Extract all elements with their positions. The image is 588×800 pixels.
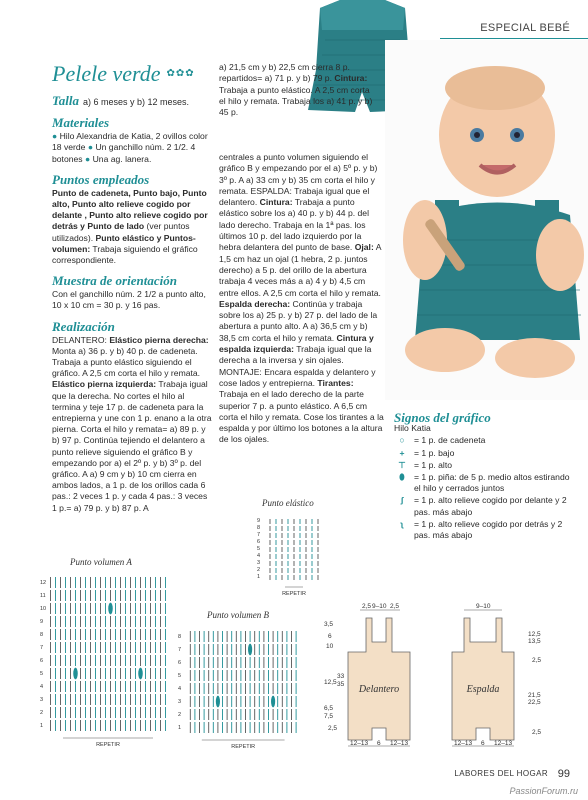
bullet-icon: ● bbox=[84, 153, 91, 164]
row-number: 5 bbox=[178, 672, 182, 679]
row-number: 1 bbox=[257, 574, 261, 581]
row-number: 7 bbox=[40, 644, 44, 651]
elastico-chart bbox=[255, 512, 335, 596]
row-number: 8 bbox=[178, 633, 182, 640]
elastico-label: Punto elástico bbox=[262, 498, 314, 508]
volumen-b-chart bbox=[176, 624, 316, 754]
chart-legend bbox=[394, 412, 574, 541]
espalda-label: Espalda bbox=[466, 684, 500, 695]
legend-item bbox=[394, 519, 574, 541]
svg-text:9–10: 9–10 bbox=[372, 603, 387, 610]
stitch-symbol-icon: ʅ bbox=[400, 518, 404, 529]
row-number: 2 bbox=[40, 709, 44, 716]
svg-text:35: 35 bbox=[337, 681, 345, 688]
svg-text:2,5: 2,5 bbox=[532, 729, 542, 736]
bobble-mark bbox=[248, 644, 252, 656]
row-number: 8 bbox=[257, 525, 261, 532]
left-column bbox=[52, 62, 212, 514]
row-number: 2 bbox=[257, 567, 261, 574]
materiales-text: ● Hilo Alexandria de Katia, 2 ovillos color 18 verde ● Un ganchillo núm. 2 1/2. 4 botones ● Una ag. lanera. bbox=[52, 131, 208, 164]
repeat-label: REPETIR bbox=[282, 591, 306, 596]
svg-text:13,5: 13,5 bbox=[528, 638, 541, 645]
baby-photo bbox=[385, 40, 588, 400]
row-number: 4 bbox=[40, 683, 44, 690]
row-number: 7 bbox=[257, 532, 261, 539]
bobble-mark bbox=[73, 668, 78, 680]
legend-item bbox=[394, 460, 574, 471]
talla-heading: Talla bbox=[52, 93, 79, 108]
stitch-symbol-icon: ⬮ bbox=[399, 472, 405, 483]
puntos-text: Punto de cadeneta, Punto bajo, Punto alto, Punto alto relieve cogido por delante , Punto alto relieve cogido por detrás y Punto de lado (ver puntos utilizados). Punto elástico y Puntos-volumen: Trabaja siguiendo el gráfico correspondiente. bbox=[52, 187, 208, 266]
legend-item bbox=[394, 435, 574, 446]
bobble-mark bbox=[108, 603, 113, 615]
svg-text:12–13: 12–13 bbox=[350, 740, 369, 747]
legend-item bbox=[394, 472, 574, 494]
middle-column-body: centrales a punto volumen siguiendo el gráfico B y empezando por el a) 5º p. y b) 3º p. A a) 33 cm y b) 35 cm corta el hilo y remata. ESPALDA: Trabaja igual que el delantero. Cintura: Trabaja a punto elástico sobre los a) 40 p. y b) 44 p. del lado derecho. Trabaja en la 1ª pas. los últimos 10 p. del lado izquierdo por la hebra delantera del punto de base. Ojal: A 1,5 cm haz un ojal (1 hebra, 2 p. juntos derecho) a 5 p. del orillo de la abertura trabaja 4 veces más a a) 4 y b) 4,5 cm entre ellos. A 2,5 cm corta el hilo y remata. Espalda derecha: Continúa y trabaja sobre los a) 25 p. y b) 27 p. del lado de la abertura a punto alto. A a) 36,5 cm y b) 38,5 cm corta el hilo y remata. Cintura y espalda izquierda: Trabaja igual que la derecha a la inversa y sin ojales. MONTAJE: Encara espalda y delantero y cose lados y entrepierna. Tirantes: Trabaja en el lado derecho de la parte superior 7 p. a punto elástico. A 6,5 cm corta el hilo y remata. Cose los tirantes a la espalda y por último los botones a la altura de los ojales. bbox=[219, 152, 384, 445]
row-number: 6 bbox=[40, 657, 44, 664]
volumen-b-label: Punto volumen B bbox=[207, 610, 269, 620]
puntos-heading: Puntos empleados bbox=[52, 171, 150, 187]
bobble-mark bbox=[271, 696, 275, 708]
svg-text:12,5: 12,5 bbox=[324, 679, 337, 686]
stitch-symbol-icon: + bbox=[399, 447, 405, 458]
row-number: 6 bbox=[178, 659, 182, 666]
legend-text: = 1 p. alto relieve cogido por detrás y 2 pas. más abajo bbox=[414, 518, 563, 541]
row-number: 3 bbox=[257, 560, 261, 567]
row-number: 4 bbox=[257, 553, 261, 560]
muestra-heading: Muestra de orientación bbox=[52, 273, 177, 289]
legend-text: = 1 p. alto bbox=[414, 459, 452, 470]
delantero-label: Delantero bbox=[358, 684, 400, 695]
volumen-a-chart bbox=[38, 570, 188, 750]
talla-value: a) 6 meses y b) 12 meses. bbox=[82, 97, 190, 107]
garment-schematic bbox=[320, 600, 582, 750]
svg-text:6: 6 bbox=[328, 633, 332, 640]
bobble-mark bbox=[216, 696, 220, 708]
svg-text:22,5: 22,5 bbox=[528, 699, 541, 706]
svg-text:6: 6 bbox=[481, 740, 485, 747]
svg-text:6,5: 6,5 bbox=[324, 705, 334, 712]
svg-text:9–10: 9–10 bbox=[476, 603, 491, 610]
talla-section bbox=[52, 94, 212, 108]
pattern-title: Pelele verde ✿✿✿ bbox=[52, 61, 195, 86]
svg-text:6: 6 bbox=[377, 740, 381, 747]
svg-text:2,5: 2,5 bbox=[532, 657, 542, 664]
svg-text:21,5: 21,5 bbox=[528, 692, 541, 699]
row-number: 8 bbox=[40, 631, 44, 638]
svg-text:2,5: 2,5 bbox=[328, 725, 338, 732]
svg-text:2,5: 2,5 bbox=[390, 603, 400, 610]
repeat-label: REPETIR bbox=[96, 742, 120, 748]
row-number: 1 bbox=[40, 722, 44, 729]
svg-text:10: 10 bbox=[326, 643, 334, 650]
materiales-heading: Materiales bbox=[52, 115, 110, 131]
repeat-label: REPETIR bbox=[231, 744, 256, 750]
page-number: 99 bbox=[557, 768, 570, 780]
legend-text: = 1 p. bajo bbox=[414, 447, 455, 458]
stitch-symbol-icon: ʃ bbox=[400, 495, 404, 506]
stitch-symbol-icon: ○ bbox=[399, 435, 405, 446]
svg-text:2,5: 2,5 bbox=[362, 603, 372, 610]
svg-text:3,5: 3,5 bbox=[324, 621, 334, 628]
bobble-mark bbox=[138, 668, 143, 680]
magazine-name: LABORES DEL HOGAR bbox=[454, 769, 548, 778]
legend-items bbox=[394, 435, 574, 541]
bullet-icon: ● bbox=[87, 142, 94, 153]
bullet-icon: ● bbox=[52, 131, 58, 142]
legend-text: = 1 p. piña: de 5 p. medio altos estirando el hilo y cerrados juntos bbox=[414, 472, 570, 494]
stitch-symbol-icon: ⊤ bbox=[398, 459, 406, 470]
svg-text:12–13: 12–13 bbox=[494, 740, 513, 747]
row-number: 4 bbox=[178, 685, 182, 692]
legend-subtitle: Hilo Katia bbox=[394, 423, 431, 434]
legend-text: = 1 p. de cadeneta bbox=[414, 435, 486, 446]
svg-text:12–13: 12–13 bbox=[390, 740, 409, 747]
row-number: 9 bbox=[40, 618, 44, 625]
row-number: 5 bbox=[40, 670, 44, 677]
row-number: 2 bbox=[178, 711, 182, 718]
muestra-text: Con el ganchillo núm. 2 1/2 a punto alto, 10 x 10 cm = 30 p. y 16 pas. bbox=[52, 289, 206, 311]
svg-text:12–13: 12–13 bbox=[454, 740, 473, 747]
row-number: 12 bbox=[40, 579, 47, 586]
row-number: 5 bbox=[257, 546, 261, 553]
legend-item bbox=[394, 448, 574, 459]
row-number: 11 bbox=[40, 592, 46, 599]
row-number: 10 bbox=[40, 605, 47, 612]
row-number: 6 bbox=[257, 539, 261, 546]
legend-title: Signos del gráfico bbox=[394, 410, 491, 425]
row-number: 3 bbox=[178, 698, 182, 705]
header-rule bbox=[440, 38, 588, 39]
realizacion-text: DELANTERO: Elástico pierna derecha: Monta a) 36 p. y b) 40 p. de cadeneta. Trabaja a punto elástico siguiendo el gráfico. A 2,5 cm corta el hilo y remata. Elástico pierna izquierda: Trabaja igual que la derecha. No cortes el hilo al termina y teje 17 p. de cadeneta para la entrepierna y une con 1 p. enano a la otra pierna. Corta el hilo y remata= a) 89 p. y b) 97 p. Continúa tejiendo el delantero a punto relieve siguiendo el gráfico B y empezando por a) el 2º p. y b) 3º p. del gráfico. A a) 9 cm y b) 10 cm cierra en ambos lados, a 1 p. de los orillos cada 6 pas.: 2 veces 1 p. y cada 4 pas.: 3 veces 1 p.= a) 79 p. y b) 87 p. A bbox=[52, 334, 212, 513]
row-number: 1 bbox=[178, 724, 182, 731]
section-tag: ESPECIAL BEBÉ bbox=[480, 22, 570, 34]
legend-text: = 1 p. alto relieve cogido por delante y 2 pas. más abajo bbox=[414, 495, 567, 517]
flower-icons: ✿✿✿ bbox=[166, 68, 195, 79]
realizacion-heading: Realización bbox=[52, 318, 115, 334]
svg-text:33: 33 bbox=[337, 673, 345, 680]
svg-text:12,5: 12,5 bbox=[528, 631, 541, 638]
legend-item bbox=[394, 495, 574, 517]
row-number: 9 bbox=[257, 518, 261, 525]
svg-text:7,5: 7,5 bbox=[324, 713, 334, 720]
row-number: 3 bbox=[40, 696, 44, 703]
row-number: 7 bbox=[178, 646, 182, 653]
site-watermark: PassionForum.ru bbox=[509, 786, 578, 796]
volumen-a-label: Punto volumen A bbox=[70, 557, 132, 567]
middle-column-top: a) 21,5 cm y b) 22,5 cm cierra 8 p. repartidos= a) 71 p. y b) 79 p. Cintura: Trabaja a punto elástico. A 2,5 cm corta el hilo y remata. Trabaja los a) 41 p. y b) 45 p. bbox=[219, 62, 373, 118]
